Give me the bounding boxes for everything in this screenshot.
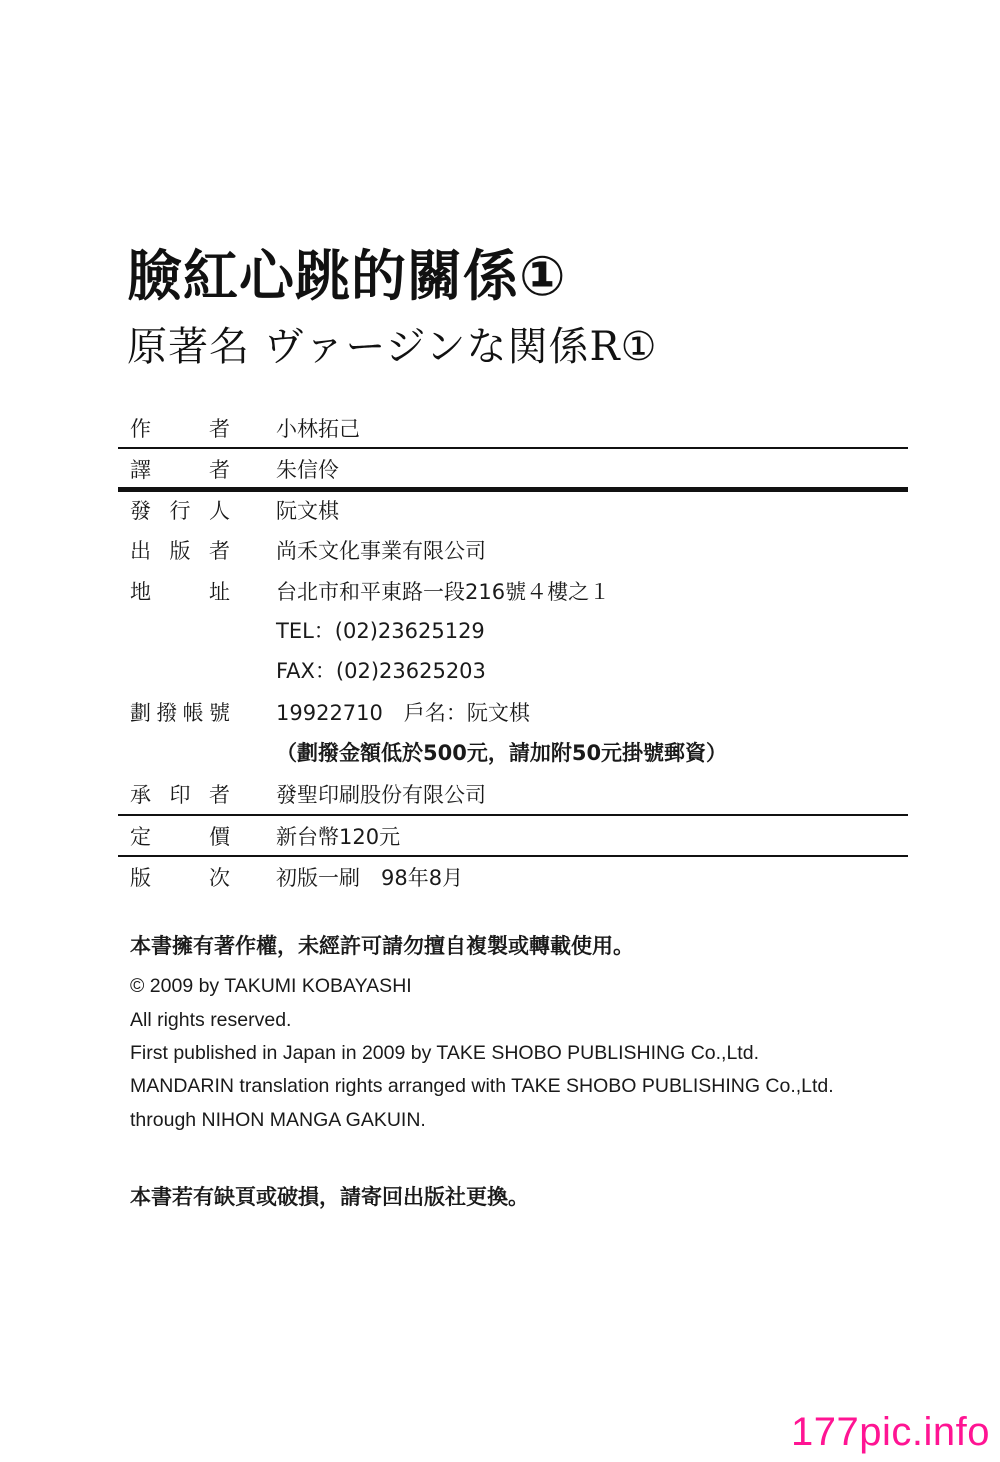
- price-value: 新台幣120元: [276, 825, 401, 849]
- edition-value: 初版一刷 98年8月: [276, 866, 464, 890]
- label-char: 帳: [182, 701, 204, 725]
- label-char: 者: [209, 458, 230, 482]
- price-label: [130, 818, 230, 856]
- publisher-label: [130, 532, 230, 570]
- label-char: 發: [130, 499, 151, 523]
- label-char: 撥: [156, 701, 178, 725]
- printer-value: 發聖印刷股份有限公司: [276, 783, 486, 807]
- divider: [118, 447, 908, 449]
- publisher-row: [130, 532, 906, 570]
- translation-rights-line: MANDARIN translation rights arranged with TAKE SHOBO PUBLISHING Co.,Ltd.: [130, 1075, 834, 1097]
- label-char: 者: [209, 783, 230, 807]
- agency-line: through NIHON MANGA GAKUIN.: [130, 1109, 426, 1131]
- price-row: [130, 818, 906, 856]
- label-char: 承: [130, 783, 151, 807]
- tel-value: TEL：(02)23625129: [276, 619, 485, 643]
- publisher-person-value: 阮文棋: [276, 499, 339, 523]
- edition-label: [130, 859, 230, 897]
- label-char: 價: [209, 825, 230, 849]
- label-char: 版: [130, 866, 151, 890]
- account-note: （劃撥金額低於500元，請加附50元掛號郵資）: [276, 741, 728, 765]
- label-char: 行: [169, 499, 191, 523]
- author-value: 小林拓己: [276, 417, 360, 441]
- author-row: [130, 410, 906, 448]
- label-char: 譯: [130, 458, 151, 482]
- publisher-value: 尚禾文化事業有限公司: [276, 539, 486, 563]
- publisher-person-label: [130, 492, 230, 530]
- published-line: First published in Japan in 2009 by TAKE SHOBO PUBLISHING Co.,Ltd.: [130, 1042, 759, 1064]
- address-label: [130, 573, 230, 611]
- translator-value: 朱信伶: [276, 458, 339, 482]
- edition-row: [130, 859, 906, 897]
- label-char: 號: [208, 701, 230, 725]
- damage-notice: 本書若有缺頁或破損，請寄回出版社更換。: [130, 1185, 529, 1209]
- tel-row: [130, 612, 906, 650]
- translator-label: [130, 451, 230, 489]
- book-title: 臉紅心跳的關係①: [127, 244, 567, 308]
- divider: [118, 855, 908, 857]
- account-label: [130, 694, 230, 732]
- label-char: 作: [130, 417, 151, 441]
- printer-row: [130, 776, 906, 814]
- address-row: [130, 573, 906, 611]
- site-watermark: 177pic.info: [791, 1410, 990, 1454]
- printer-label: [130, 776, 230, 814]
- rights-line: All rights reserved.: [130, 1009, 292, 1031]
- label-char: 址: [209, 580, 230, 604]
- label-char: 出: [130, 539, 151, 563]
- author-label: [130, 410, 230, 448]
- translator-row: [130, 451, 906, 489]
- original-title: 原著名 ヴァージンな関係R①: [127, 324, 658, 370]
- divider: [118, 814, 908, 816]
- publisher-person-row: [130, 492, 906, 530]
- copyright-line: © 2009 by TAKUMI KOBAYASHI: [130, 975, 412, 997]
- account-note-row: [130, 734, 906, 772]
- fax-row: [130, 652, 906, 690]
- label-char: 次: [209, 866, 230, 890]
- address-value: 台北市和平東路一段216號４樓之１: [276, 580, 611, 604]
- label-char: 者: [209, 539, 230, 563]
- label-char: 人: [209, 499, 230, 523]
- copyright-notice: 本書擁有著作權，未經許可請勿擅自複製或轉載使用。: [130, 934, 634, 958]
- account-row: [130, 694, 906, 732]
- label-char: 印: [169, 783, 191, 807]
- label-char: 地: [130, 580, 151, 604]
- label-char: 版: [169, 539, 191, 563]
- label-char: 劃: [130, 701, 151, 725]
- fax-value: FAX：(02)23625203: [276, 659, 486, 683]
- label-char: 定: [130, 825, 151, 849]
- account-value: 19922710 戶名：阮文棋: [276, 701, 530, 725]
- label-char: 者: [209, 417, 230, 441]
